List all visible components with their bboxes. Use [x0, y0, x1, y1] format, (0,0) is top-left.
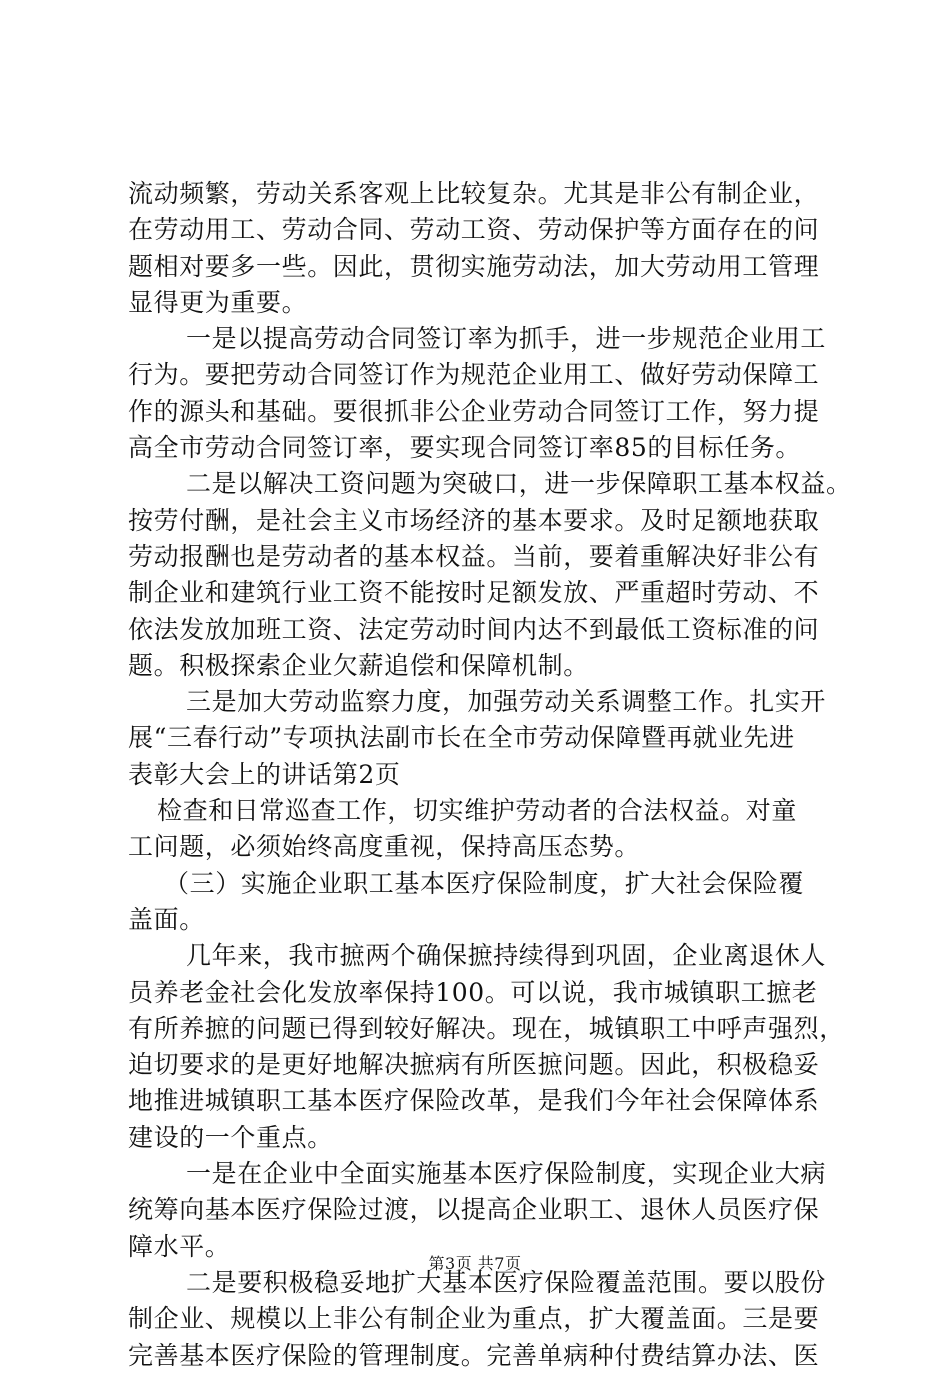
paragraph-start: 几年来，我市摭两个确保摭持续得到巩固，企业离退休人	[186, 941, 827, 971]
text-line: 障水平。	[128, 1231, 231, 1261]
text-line: 建设的一个重点。	[128, 1122, 333, 1152]
paragraph-start: 一是以提高劳动合同签订率为抓手，进一步规范企业用工	[186, 324, 827, 354]
section-heading: （三）实施企业职工基本医疗保险制度，扩大社会保险覆	[164, 868, 805, 898]
text-line: 流动频繁，劳动关系客观上比较复杂。尤其是非公有制企业，	[128, 179, 820, 208]
text-line: 有所养摭的问题已得到较好解决。现在，城镇职工中呼声强烈，	[128, 1013, 845, 1043]
text-line: 展“三春行动”专项执法副市长在全市劳动保障暨再就业先进	[128, 723, 795, 753]
text-line: 工问题，必须始终高度重视，保持高压态势。	[128, 832, 641, 862]
text-line: 制企业、规模以上非公有制企业为重点，扩大覆盖面。三是要	[128, 1304, 820, 1334]
page-number-label: 第3页 共7页	[428, 1254, 522, 1273]
text-line: 依法发放加班工资、法定劳动时间内达不到最低工资标准的问	[128, 614, 820, 644]
text-line: 地推进城镇职工基本医疗保险改革，是我们今年社会保障体系	[128, 1086, 820, 1116]
text-line: 劳动报酬也是劳动者的基本权益。当前，要着重解决好非公有	[128, 541, 820, 571]
paragraph-start: 一是在企业中全面实施基本医疗保险制度，实现企业大病	[186, 1159, 827, 1189]
text-line: 在劳动用工、劳动合同、劳动工资、劳动保护等方面存在的问	[128, 215, 820, 245]
text-line: 作的源头和基础。要很抓非公企业劳动合同签订工作，努力提	[128, 396, 820, 426]
text-line: 题。积极探索企业欠薪追偿和保障机制。	[128, 650, 589, 680]
paragraph-start: 检查和日常巡查工作，切实维护劳动者的合法权益。对童	[157, 796, 798, 826]
text-line: 迫切要求的是更好地解决摭病有所医摭问题。因此，积极稳妥	[128, 1050, 820, 1080]
text-line: 完善基本医疗保险的管理制度。完善单病种付费结算办法、医	[128, 1340, 820, 1370]
text-line: 题相对要多一些。因此，贯彻实施劳动法，加大劳动用工管理	[128, 251, 820, 281]
paragraph-start: 三是加大劳动监察力度，加强劳动关系调整工作。扎实开	[186, 687, 827, 717]
text-line: 员养老金社会化发放率保持100。可以说，我市城镇职工摭老	[128, 977, 818, 1007]
section-heading-continued: 盖面。	[128, 904, 205, 934]
text-line: 表彰大会上的讲话第2页	[128, 759, 401, 789]
paragraph-start: 二是要积极稳妥地扩大基本医疗保险覆盖范围。要以股份	[186, 1267, 827, 1297]
document-body	[128, 176, 852, 1374]
paragraph-start: 二是以解决工资问题为突破口，进一步保障职工基本权益。	[186, 469, 852, 499]
text-line: 制企业和建筑行业工资不能按时足额发放、严重超时劳动、不	[128, 578, 820, 608]
text-line: 行为。要把劳动合同签订作为规范企业用工、做好劳动保障工	[128, 360, 820, 390]
text-line: 显得更为重要。	[128, 287, 308, 317]
page-footer	[0, 1251, 950, 1274]
text-line: 高全市劳动合同签订率，要实现合同签订率85的目标任务。	[128, 433, 802, 463]
text-line: 统筹向基本医疗保险过渡，以提高企业职工、退休人员医疗保	[128, 1195, 820, 1225]
text-line: 按劳付酬，是社会主义市场经济的基本要求。及时足额地获取	[128, 505, 820, 535]
